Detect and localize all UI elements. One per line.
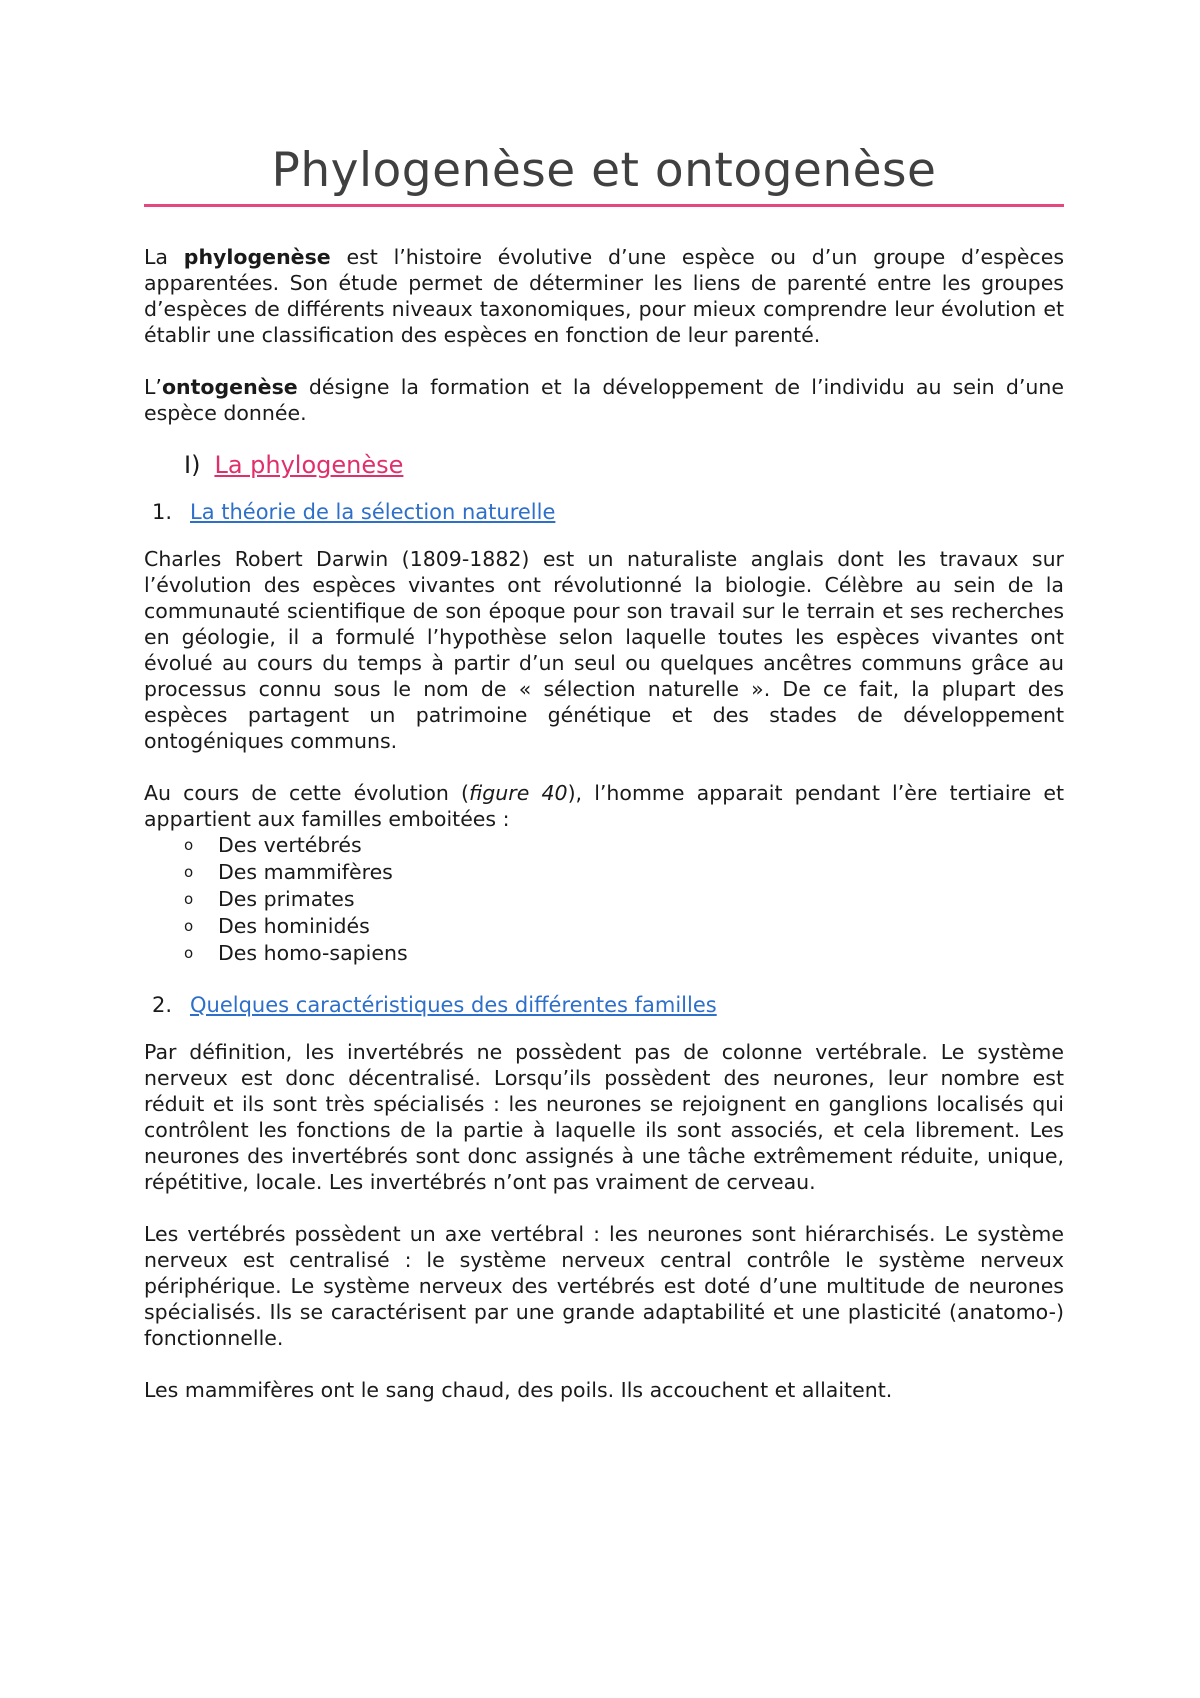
- intro-p2-prefix: L’: [144, 375, 162, 399]
- term-phylogenese: phylogenèse: [183, 245, 331, 269]
- evolution-text-before: Au cours de cette évolution (: [144, 781, 470, 805]
- spacer: [144, 754, 1064, 780]
- intro-paragraph-phylogenese: [144, 244, 1064, 348]
- spacer: [144, 1351, 1064, 1377]
- paragraph-vertebres: Les vertébrés possèdent un axe vertébral : les neurones sont hiérarchisés. Le système nerveux est centralisé : le système nerveux central contrôle le système nerveux périphérique. Le système nerveux des vertébrés est doté d’une multitude de neurones spécialisés. Ils se caractérisent par une grande adaptabilité et une plasticité (anatomo-) fonctionnelle.: [144, 1222, 1064, 1350]
- spacer: [144, 426, 1064, 448]
- heading-subsection-2: [144, 991, 1064, 1019]
- paragraph-invertebres: Par définition, les invertébrés ne possèdent pas de colonne vertébrale. Le système nerveux est donc décentralisé. Lorsqu’ils possèdent des neurones, leur nombre est réduit et ils sont très spécialisés : les neurones se rejoignent en ganglions localisés qui contrôlent les fonctions de la partie à laquelle ils sont associés, et cela librement. Les neurones des invertébrés sont donc assignés à une tâche extrêmement réduite, unique, répétitive, locale. Les invertébrés n’ont pas vraiment de cerveau.: [144, 1040, 1064, 1194]
- paragraph-mammiferes: Les mammifères ont le sang chaud, des poils. Ils accouchent et allaitent.: [144, 1378, 893, 1402]
- list-item-text: Des homo-sapiens: [218, 941, 408, 965]
- list-item-text: Des hominidés: [218, 914, 370, 938]
- paragraph-darwin: Charles Robert Darwin (1809-1882) est un naturaliste anglais dont les travaux sur l’évolution des espèces vivantes ont révolutionné la biologie. Célèbre au sein de la communauté scientifique de son époque pour son travail sur le terrain et ses recherches en géologie, il a formulé l’hypothèse selon laquelle toutes les espèces vivantes ont évolué au cours du temps à partir d’un seul ou quelques ancêtres communs grâce au processus connu sous le nom de « sélection naturelle ». De ce fait, la plupart des espèces partagent un patrimoine génétique et des stades de développement ontogéniques communs.: [144, 547, 1064, 753]
- bullet-circle-icon: o: [184, 917, 194, 935]
- section-1-title-link[interactable]: La phylogenèse: [214, 451, 404, 479]
- spacer: [144, 1195, 1064, 1221]
- heading-section-1: [144, 448, 1064, 482]
- list-item: [144, 832, 1064, 859]
- bullet-circle-icon: o: [184, 944, 194, 962]
- heading-subsection-1: [144, 498, 1064, 526]
- list-item: [144, 886, 1064, 913]
- intro-p2-text: désigne la formation et la développement de l’individu au sein d’une espèce donnée.: [144, 375, 1064, 425]
- paragraph-evolution: [144, 780, 1064, 832]
- evolution-text-after: ), l’homme apparait pendant l’ère tertiaire et appartient aux familles emboitées :: [144, 781, 1065, 831]
- subsection-1-title-link[interactable]: La théorie de la sélection naturelle: [190, 500, 556, 524]
- spacer: [144, 526, 1064, 546]
- spacer: [144, 482, 1064, 498]
- list-item: [144, 859, 1064, 886]
- figure-reference: figure 40: [469, 781, 568, 805]
- section-1-number: I): [184, 451, 201, 479]
- spacer: [144, 348, 1064, 374]
- intro-p1-text: est l’histoire évolutive d’une espèce ou d’un groupe d’espèces apparentées. Son étude permet de déterminer les liens de parenté entre les groupes d’espèces de différents niveaux taxonomiques, pour mieux comprendre leur évolution et établir une classification des espèces en fonction de leur parenté.: [144, 245, 1065, 347]
- list-item-text: Des vertébrés: [218, 833, 362, 857]
- families-list: [144, 832, 1064, 967]
- subsection-2-number: 2.: [152, 993, 173, 1017]
- page-title: Phylogenèse et ontogenèse: [271, 143, 937, 198]
- intro-p1-prefix: La: [144, 245, 184, 269]
- document-body: [144, 244, 1064, 1403]
- list-item-text: Des mammifères: [218, 860, 393, 884]
- intro-paragraph-ontogenese: [144, 374, 1064, 426]
- bullet-circle-icon: o: [184, 836, 194, 854]
- bullet-circle-icon: o: [184, 890, 194, 908]
- list-item: [144, 940, 1064, 967]
- title-block: [144, 140, 1064, 207]
- subsection-2-title-link[interactable]: Quelques caractéristiques des différentes familles: [190, 993, 717, 1017]
- term-ontogenese: ontogenèse: [161, 375, 298, 399]
- bullet-circle-icon: o: [184, 863, 194, 881]
- list-item: [144, 913, 1064, 940]
- list-item-text: Des primates: [218, 887, 355, 911]
- spacer: [144, 967, 1064, 991]
- title-underline: [144, 204, 1064, 207]
- spacer: [144, 1019, 1064, 1039]
- subsection-1-number: 1.: [152, 500, 173, 524]
